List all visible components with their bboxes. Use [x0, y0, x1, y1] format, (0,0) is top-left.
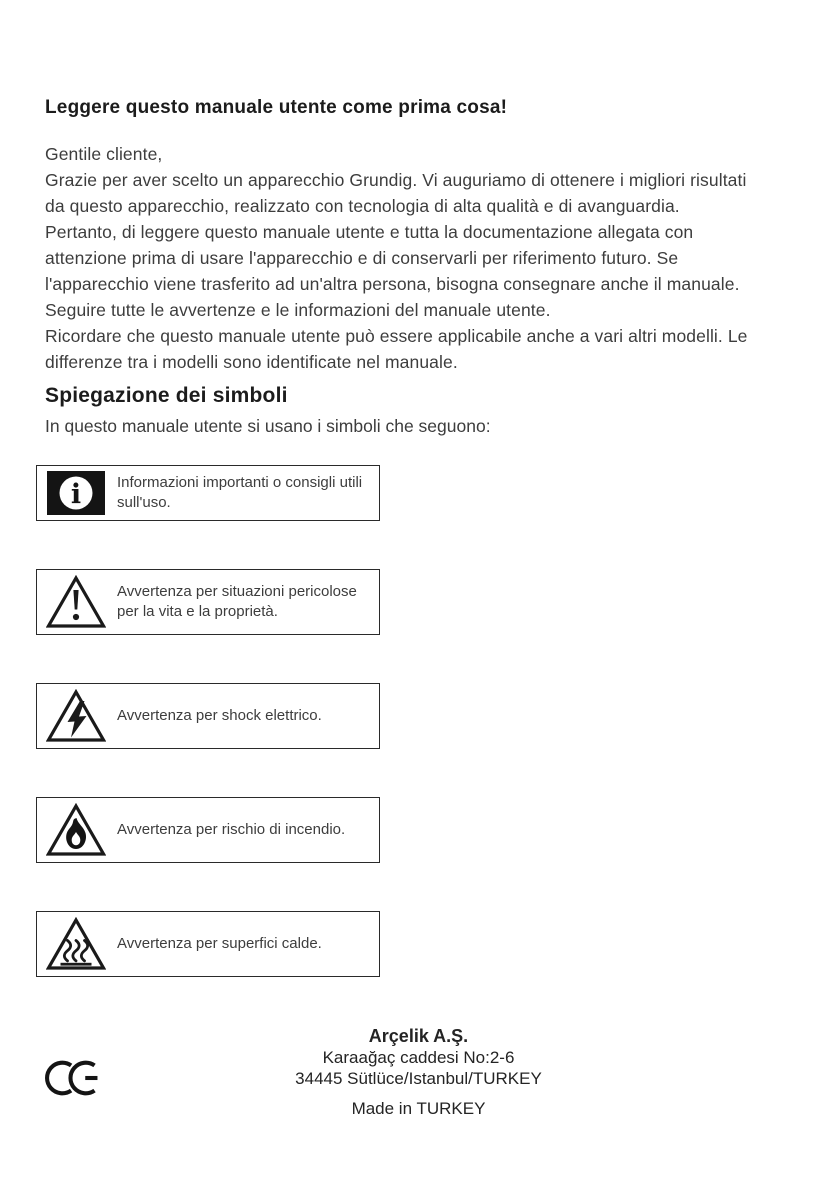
symbol-description: Avvertenza per situazioni pericolose per la vita e la proprietà.: [117, 583, 357, 620]
symbol-description: Avvertenza per shock elettrico.: [117, 707, 322, 724]
manufacturer-footer: [45, 1025, 792, 1119]
company-name: Arçelik A.Ş.: [368, 1026, 469, 1046]
page-title: Leggere questo manuale utente come prima cosa!: [45, 97, 508, 118]
intro-paragraph: Grazie per aver scelto un apparecchio Grundig. Vi auguriamo di ottenere i migliori risultati da questo apparecchio, realizzato con tecnologia di alta qualità e di avanguardia. Pertanto, di leggere questo manuale utente e tutta la documentazione allegata con attenzione prima di usare l'apparecchio e di conservarli per riferimento futuro. Se l'apparecchio viene trasferito ad un'altra persona, bisogna consegnare anche il manuale. Seguire tutte le avvertenze e le informazioni del manuale utente.: [45, 170, 747, 320]
symbols-intro-text: In questo manuale utente si usano i simboli che seguono:: [45, 416, 491, 436]
symbols-section-heading: Spiegazione dei simboli: [45, 384, 288, 407]
hot-surface-icon: [43, 917, 109, 971]
symbol-description: Avvertenza per superfici calde.: [117, 935, 322, 952]
info-icon: [43, 471, 109, 515]
symbol-box-fire: [36, 797, 380, 863]
salutation-text: Gentile cliente,: [45, 144, 163, 164]
fire-hazard-icon: [43, 803, 109, 857]
symbol-box-hot-surface: [36, 911, 380, 977]
made-in-label: Made in TURKEY: [351, 1099, 486, 1118]
symbol-box-info: [36, 465, 380, 521]
models-paragraph: Ricordare che questo manuale utente può essere applicabile anche a vari altri modelli. Le differenze tra i modelli sono identificate nel manuale.: [45, 326, 748, 372]
address-line-2: 34445 Sütlüce/Istanbul/TURKEY: [295, 1069, 542, 1088]
danger-warning-icon: [43, 575, 109, 629]
symbol-description: Avvertenza per rischio di incendio.: [117, 821, 346, 838]
symbol-box-danger: [36, 569, 380, 635]
symbol-box-electric: [36, 683, 380, 749]
address-line-1: Karaağaç caddesi No:2-6: [322, 1048, 515, 1067]
ce-mark-icon: [45, 1058, 99, 1098]
symbol-description: Informazioni importanti o consigli utili sull'uso.: [117, 474, 363, 511]
svg-text:i: i: [70, 479, 82, 510]
electric-shock-icon: [43, 689, 109, 743]
